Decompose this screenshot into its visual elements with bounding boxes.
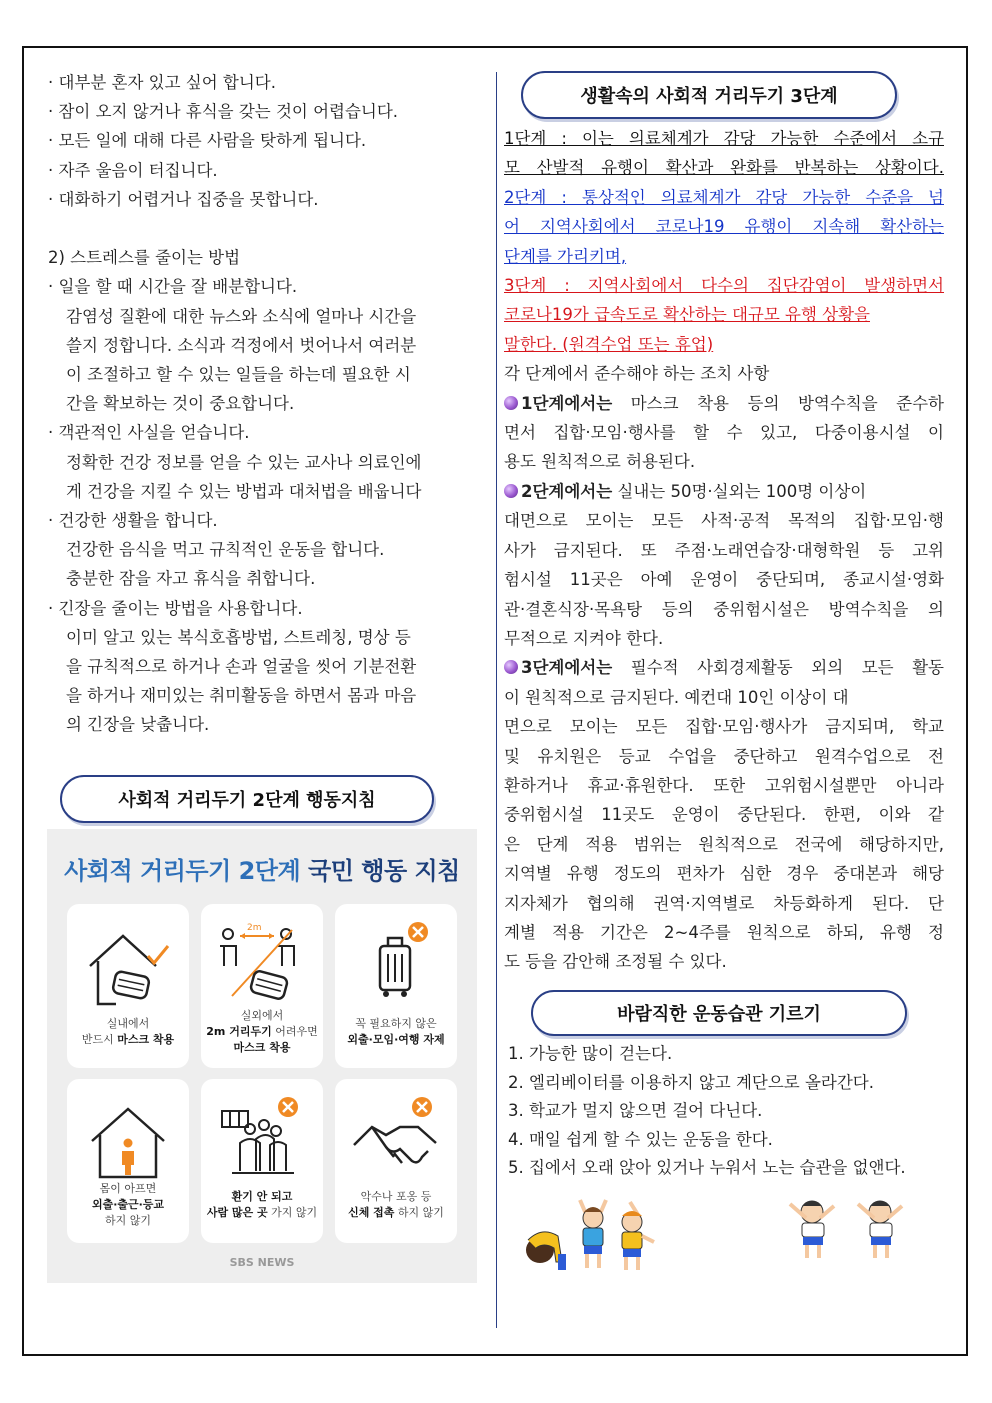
card-caption-bold: 외출·출근·등교 bbox=[91, 1198, 165, 1211]
measure3-line bbox=[504, 653, 944, 682]
measure2-line bbox=[504, 477, 944, 506]
text-line: · 대화하기 어렵거나 집중을 못합니다. bbox=[48, 189, 319, 209]
left-column bbox=[48, 68, 492, 740]
card-caption-bold: 사람 많은 곳 bbox=[206, 1206, 268, 1219]
exercise-item: 2. 엘리베이터를 이용하지 않고 계단으로 올라간다. bbox=[508, 1072, 874, 1092]
poster-card-no-contact bbox=[335, 1079, 457, 1243]
measure2-line: 관·결혼식장·목욕탕 등의 중위험시설은 방역수칙을 의 bbox=[504, 599, 944, 619]
stages-text bbox=[504, 124, 944, 977]
text-line: 충분한 잠을 자고 휴식을 취합니다. bbox=[66, 569, 316, 589]
kids-exercise-right-icon bbox=[782, 1196, 914, 1260]
text-line: 쓸지 정합니다. 소식과 걱정에서 벗어나서 여러분 bbox=[66, 335, 417, 355]
bullet-gem-icon bbox=[504, 660, 518, 674]
card-caption-bold: 외출·모임·여행 자제 bbox=[347, 1033, 445, 1046]
measure3-head: 3단계에서는 bbox=[521, 658, 613, 678]
text-line: 을 규칙적으로 하거나 손과 얼굴을 씻어 기분전환 bbox=[66, 657, 417, 677]
text-line: 이 조절하고 할 수 있는 일들을 하는데 필요한 시 bbox=[66, 365, 411, 385]
stage3-line: 말한다. (원격수업 또는 휴업) bbox=[504, 334, 714, 354]
text-line: 간을 확보하는 것이 중요합니다. bbox=[66, 394, 295, 414]
text-line: · 잠이 오지 않거나 휴식을 갖는 것이 어렵습니다. bbox=[48, 102, 399, 122]
stage2-line: 어 지역사회에서 코로나19 유행이 지속해 확산하는 bbox=[504, 217, 944, 237]
card-caption-bold: 2m 거리두기 bbox=[206, 1025, 272, 1038]
poster-card-no-travel bbox=[335, 904, 457, 1068]
text-line: 정확한 건강 정보를 얻을 수 있는 교사나 의료인에 bbox=[66, 452, 422, 472]
text-line: 의 긴장을 낮춥니다. bbox=[66, 715, 210, 735]
measure3-line: 지자체가 협의해 권역·지역별로 차등화하게 된다. 단 bbox=[504, 893, 944, 913]
text-line: · 객관적인 사실을 얻습니다. bbox=[48, 423, 250, 443]
measure1-line: 면서 집합·모임·행사를 할 수 있고, 다중이용시설 이 bbox=[504, 423, 944, 443]
stage2-line: 단계를 가리키며, bbox=[504, 246, 627, 266]
measure3-text: 필수적 사회경제활동 외의 모든 활동 bbox=[612, 658, 944, 678]
text-line: · 모든 일에 대해 다른 사람을 탓하게 됩니다. bbox=[48, 131, 367, 151]
measure3-line: 도 등을 감안해 조정될 수 있다. bbox=[504, 952, 727, 972]
measure3-line: 계별 적용 기간은 2~4주를 원칙으로 하되, 유행 정 bbox=[504, 922, 944, 942]
measure3-line: 및 유치원은 등교 수업을 중단하고 원격수업으로 전 bbox=[504, 746, 944, 766]
text-line: 이미 알고 있는 복식호흡방법, 스트레칭, 명상 등 bbox=[66, 627, 411, 647]
poster-card-crowded-places bbox=[201, 1079, 323, 1243]
measure2-line: 사가 금지된다. 또 주점·노래연습장·대형학원 등 고위 bbox=[504, 540, 944, 560]
stages-title-box: 생활속의 사회적 거리두기 3단계 bbox=[521, 71, 897, 119]
card-caption: 실외에서 bbox=[240, 1009, 284, 1022]
guideline-poster bbox=[47, 829, 477, 1283]
card-caption: 몸이 아프면 bbox=[99, 1182, 157, 1195]
exercise-title-box: 바람직한 운동습관 기르기 bbox=[531, 990, 907, 1036]
stage3-line: 3단계 : 지역사회에서 다수의 집단감염이 발생하면서 bbox=[504, 276, 944, 296]
text-line: 게 건강을 지킬 수 있는 방법과 대처법을 배웁니다 bbox=[66, 481, 422, 501]
measure3-line: 중위험시설 11곳도 운영이 중단된다. 한편, 이와 같 bbox=[504, 805, 944, 825]
card-caption: 어려우면 bbox=[271, 1025, 318, 1038]
card-caption: 하지 않기 bbox=[104, 1214, 151, 1227]
measure2-line: 대면으로 모이는 모든 사적·공적 목적의 집합·모임·행 bbox=[504, 511, 944, 531]
measure1-line bbox=[504, 389, 944, 418]
measure3-line: 은 단계 적용 범위는 원칙적으로 전국에 해당하지만, bbox=[504, 834, 944, 854]
measure3-line: 지역별 유행 정도의 편차가 심한 경우 중대본과 해당 bbox=[504, 864, 944, 884]
exercise-item: 3. 학교가 멀지 않으면 걸어 다닌다. bbox=[508, 1101, 763, 1121]
exercise-list bbox=[508, 1040, 948, 1183]
card-caption: 실내에서 bbox=[106, 1017, 150, 1030]
poster-source-logo: SBS NEWS bbox=[229, 1256, 295, 1269]
measure2-line: 험시설 11곳은 아예 운영이 중단되며, 종교시설·영화 bbox=[504, 570, 944, 590]
luggage-icon bbox=[346, 916, 446, 1016]
distance-mask-icon bbox=[212, 916, 312, 1016]
measure1-head: 1단계에서는 bbox=[521, 393, 613, 413]
card-caption-bold: 환기 안 되고 bbox=[231, 1190, 293, 1203]
column-divider bbox=[496, 72, 497, 1328]
exercise-item: 4. 매일 쉽게 할 수 있는 운동을 한다. bbox=[508, 1129, 773, 1149]
card-caption-bold: 마스크 착용 bbox=[117, 1033, 175, 1046]
text-line: · 일을 할 때 시간을 잘 배분합니다. bbox=[48, 277, 298, 297]
card-caption: 악수나 포옹 등 bbox=[360, 1190, 432, 1203]
measure2-line: 무적으로 지켜야 한다. bbox=[504, 628, 664, 648]
text-line: · 대부분 혼자 있고 싶어 합니다. bbox=[48, 73, 276, 92]
measure3-line: 이 원칙적으로 금지된다. 예컨대 10인 이상이 대 bbox=[504, 687, 849, 707]
handshake-icon bbox=[346, 1091, 446, 1191]
measure1-text: 마스크 착용 등의 방역수칙을 준수하 bbox=[612, 393, 944, 413]
kids-exercise-left-icon bbox=[518, 1192, 668, 1274]
measure2-text: 실내는 50명·실외는 100명 이상이 bbox=[612, 481, 867, 501]
card-caption-bold: 신체 접촉 bbox=[348, 1206, 395, 1219]
poster-title bbox=[47, 851, 477, 886]
text-line: · 건강한 생활을 합니다. bbox=[48, 511, 218, 531]
stage1-line: 1단계 : 이는 의료체계가 감당 가능한 수준에서 소규 bbox=[504, 129, 944, 148]
poster-card-stay-home bbox=[67, 1079, 189, 1243]
measure3-line: 면으로 모이는 모든 집합·모임·행사가 금지되며, 학교 bbox=[504, 717, 944, 737]
measures-intro: 각 단계에서 준수해야 하는 조치 사항 bbox=[504, 364, 770, 384]
house-person-icon bbox=[78, 1091, 178, 1191]
measure1-line: 용도 원칙적으로 허용된다. bbox=[504, 452, 696, 472]
text-line: · 자주 울음이 터집니다. bbox=[48, 160, 218, 180]
measure3-line: 환하거나 휴교·휴원한다. 또한 고위험시설뿐만 아니라 bbox=[504, 775, 944, 795]
house-mask-icon bbox=[78, 916, 178, 1016]
crowd-icon bbox=[212, 1091, 312, 1191]
poster-card-indoor-mask bbox=[67, 904, 189, 1068]
text-line: · 긴장을 줄이는 방법을 사용합니다. bbox=[48, 598, 303, 618]
poster-title-b: 국민 행동 지침 bbox=[308, 857, 460, 885]
stage1-line: 모 산발적 유행이 확산과 완화를 반복하는 상황이다. bbox=[504, 158, 944, 178]
text-line: 감염성 질환에 대한 뉴스와 소식에 얼마나 시간을 bbox=[66, 306, 417, 326]
blank-line bbox=[48, 214, 492, 243]
card-caption: 꼭 필요하지 않은 bbox=[355, 1017, 437, 1030]
text-line: 건강한 음식을 먹고 규칙적인 운동을 합니다. bbox=[66, 540, 385, 560]
guideline-title-box: 사회적 거리두기 2단계 행동지침 bbox=[60, 775, 434, 823]
exercise-item: 5. 집에서 오래 앉아 있거나 누워서 노는 습관을 없앤다. bbox=[508, 1158, 906, 1178]
poster-title-a: 사회적 거리두기 2단계 bbox=[64, 857, 301, 885]
svg-text:2m: 2m bbox=[247, 923, 262, 933]
stage2-line: 2단계 : 통상적인 의료체계가 감당 가능한 수준을 넘 bbox=[504, 187, 944, 207]
poster-card-outdoor-distance bbox=[201, 904, 323, 1068]
exercise-item: 1. 가능한 많이 걷는다. bbox=[508, 1044, 673, 1063]
card-caption: 반드시 bbox=[81, 1033, 118, 1046]
card-caption: 하지 않기 bbox=[394, 1206, 444, 1219]
measure2-head: 2단계에서는 bbox=[521, 481, 613, 501]
text-line: 을 하거나 재미있는 취미활동을 하면서 몸과 마음 bbox=[66, 686, 417, 706]
section-heading: 2) 스트레스를 줄이는 방법 bbox=[48, 248, 241, 268]
stage3-line: 코로나19가 급속도로 확산하는 대규모 유행 상황을 bbox=[504, 305, 870, 325]
card-caption-bold: 마스크 착용 bbox=[233, 1041, 291, 1054]
bullet-gem-icon bbox=[504, 484, 518, 498]
bullet-gem-icon bbox=[504, 396, 518, 410]
card-caption: 가지 않기 bbox=[267, 1206, 318, 1219]
